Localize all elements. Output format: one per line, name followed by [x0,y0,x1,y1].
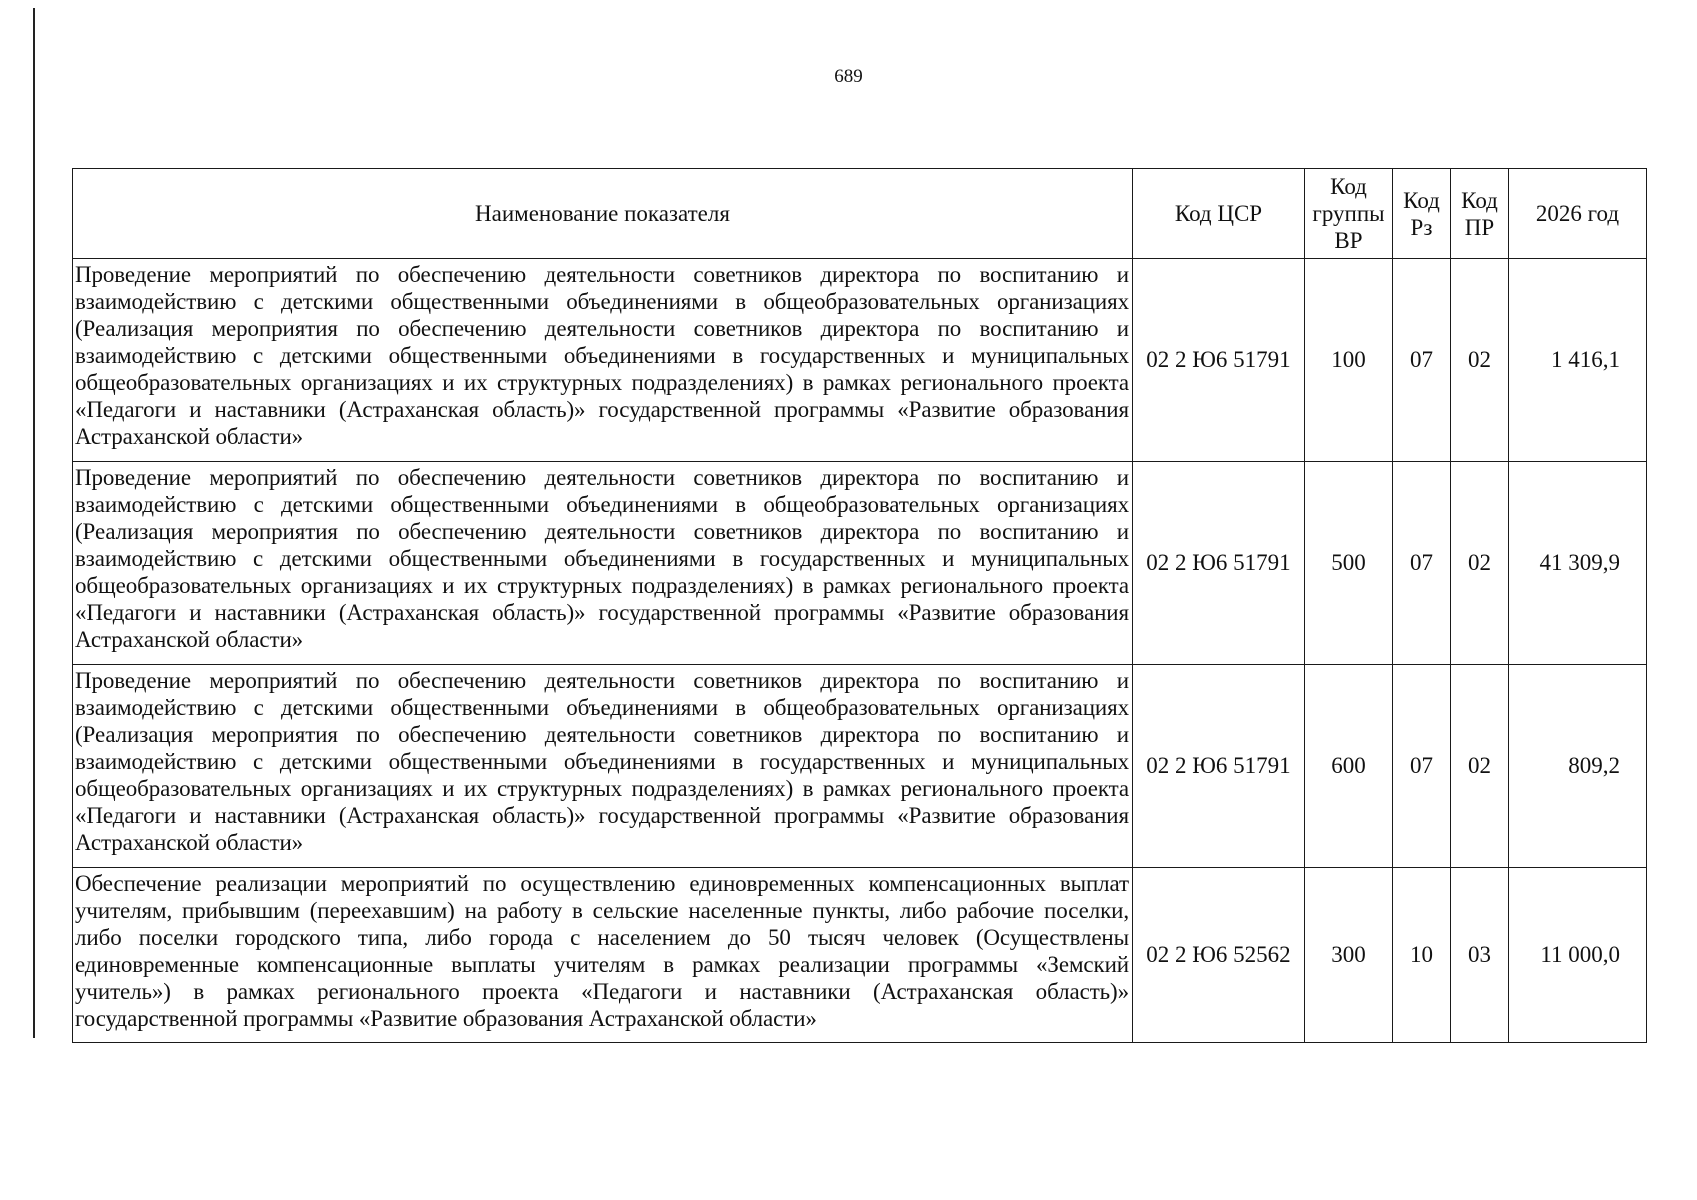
header-vr-group-code: Код группы ВР [1305,169,1393,259]
row-rz-code: 07 [1393,259,1451,462]
row-amount: 41 309,9 [1509,462,1647,665]
row-pr-code: 02 [1451,665,1509,868]
row-indicator-name: Проведение мероприятий по обеспечению деятельности советников директора по воспитанию и взаимодействию с детскими общественными объединениями в общеобразовательных организациях (Реализация мероприятия по обеспечению деятельности советников директора по воспитанию и взаимодействию с детскими общественными объединениями в государственных и муниципальных общеобразовательных организациях и их структурных подразделениях) в рамках регионального проекта «Педагоги и наставники (Астраханская область)» государственной программы «Развитие образования Астраханской области» [73,259,1133,462]
header-name: Наименование показателя [73,169,1133,259]
table-row [73,868,1647,1043]
table-body [73,259,1647,1043]
row-rz-code: 07 [1393,462,1451,665]
row-indicator-name: Проведение мероприятий по обеспечению деятельности советников директора по воспитанию и взаимодействию с детскими общественными объединениями в общеобразовательных организациях (Реализация мероприятия по обеспечению деятельности советников директора по воспитанию и взаимодействию с детскими общественными объединениями в государственных и муниципальных общеобразовательных организациях и их структурных подразделениях) в рамках регионального проекта «Педагоги и наставники (Астраханская область)» государственной программы «Развитие образования Астраханской области» [73,462,1133,665]
row-rz-code: 10 [1393,868,1451,1043]
row-vr-group-code: 300 [1305,868,1393,1043]
row-pr-code: 02 [1451,462,1509,665]
header-row [73,169,1647,259]
row-pr-code: 03 [1451,868,1509,1043]
header-csr-code: Код ЦСР [1133,169,1305,259]
table-header [73,169,1647,259]
row-amount: 1 416,1 [1509,259,1647,462]
header-pr-code: Код ПР [1451,169,1509,259]
row-rz-code: 07 [1393,665,1451,868]
table-row [73,665,1647,868]
row-vr-group-code: 500 [1305,462,1393,665]
table-row [73,462,1647,665]
row-vr-group-code: 600 [1305,665,1393,868]
header-rz-code: Код Рз [1393,169,1451,259]
row-csr-code: 02 2 Ю6 51791 [1133,259,1305,462]
row-amount: 809,2 [1509,665,1647,868]
row-amount: 11 000,0 [1509,868,1647,1043]
row-pr-code: 02 [1451,259,1509,462]
row-csr-code: 02 2 Ю6 51791 [1133,462,1305,665]
row-indicator-name: Обеспечение реализации мероприятий по осуществлению единовременных компенсационных выплат учителям, прибывшим (переехавшим) на работу в сельские населенные пункты, либо рабочие поселки, либо поселки городского типа, либо города с населением до 50 тысяч человек (Осуществлены единовременные компенсационные выплаты учителям в рамках реализации программы «Земский учитель») в рамках регионального проекта «Педагоги и наставники (Астраханская область)» государственной программы «Развитие образования Астраханской области» [73,868,1133,1043]
table-row [73,259,1647,462]
page-number: 689 [834,66,863,87]
row-csr-code: 02 2 Ю6 51791 [1133,665,1305,868]
row-csr-code: 02 2 Ю6 52562 [1133,868,1305,1043]
row-vr-group-code: 100 [1305,259,1393,462]
budget-table [72,168,1647,1043]
row-indicator-name: Проведение мероприятий по обеспечению деятельности советников директора по воспитанию и взаимодействию с детскими общественными объединениями в общеобразовательных организациях (Реализация мероприятия по обеспечению деятельности советников директора по воспитанию и взаимодействию с детскими общественными объединениями в государственных и муниципальных общеобразовательных организациях и их структурных подразделениях) в рамках регионального проекта «Педагоги и наставники (Астраханская область)» государственной программы «Развитие образования Астраханской области» [73,665,1133,868]
page-margin-rule [33,8,35,1038]
header-year-2026: 2026 год [1509,169,1647,259]
